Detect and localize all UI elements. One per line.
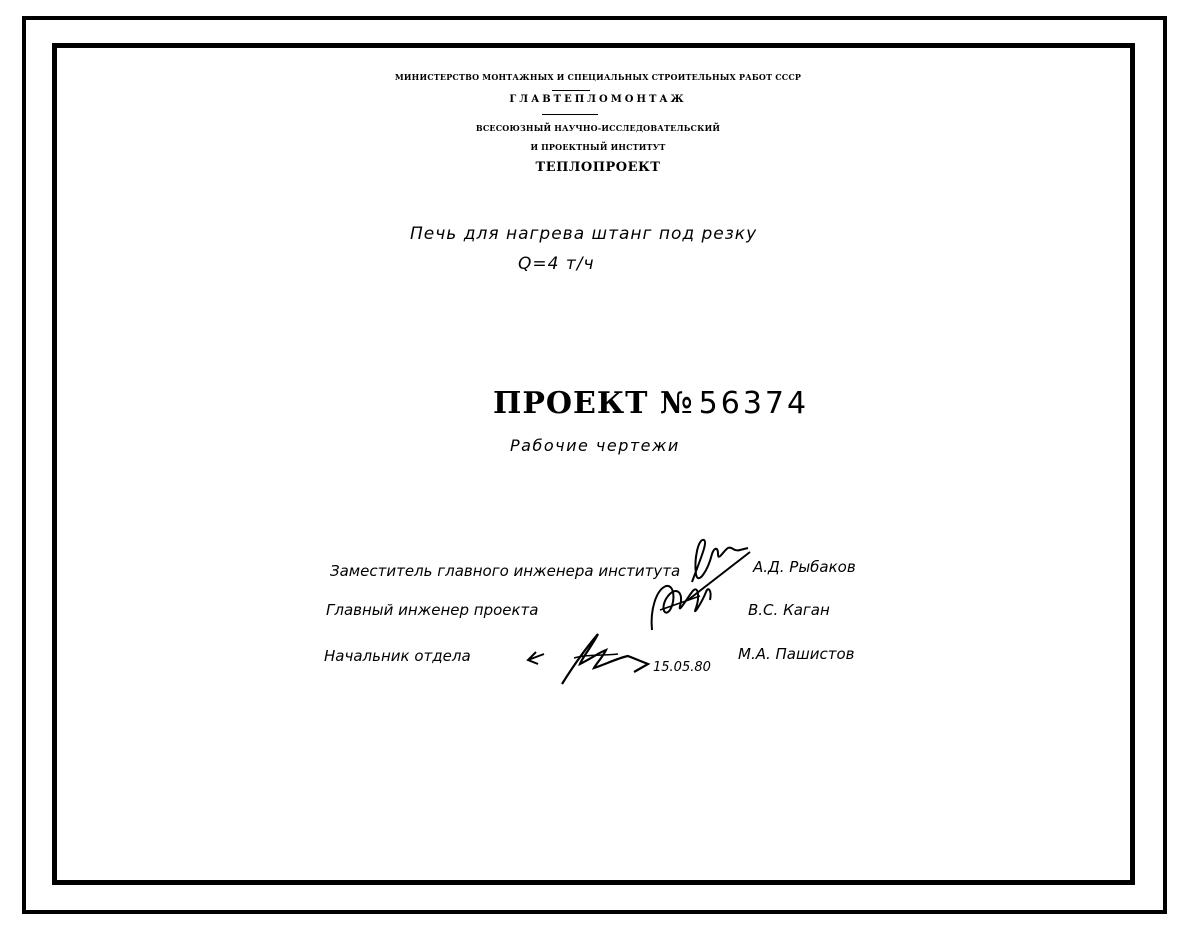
- project-number: 56374: [698, 386, 810, 421]
- sig-position-3: Начальник отдела: [324, 647, 471, 665]
- header-rule-top: [552, 90, 590, 91]
- sig-name-3: М.А. Пашистов: [738, 645, 855, 663]
- institute-line-2: И ПРОЕКТНЫЙ ИНСТИТУТ: [530, 142, 666, 152]
- main-directorate: ГЛАВТЕПЛОМОНТАЖ: [509, 94, 687, 105]
- signature-scribble-2: [522, 628, 662, 690]
- sig-name-2: В.С. Каган: [748, 601, 830, 619]
- subject-capacity: Q=4 т/ч: [518, 254, 595, 274]
- subject-title: Печь для нагрева штанг под резку: [410, 224, 758, 244]
- sig-date-3: 15.05.80: [653, 660, 711, 675]
- signature-scribble-1: [600, 530, 770, 640]
- project-label: ПРОЕКТ №: [493, 386, 694, 421]
- header-rule-bottom: [542, 114, 598, 115]
- ministry-line: МИНИСТЕРСТВО МОНТАЖНЫХ И СПЕЦИАЛЬНЫХ СТРОИТЕЛЬНЫХ РАБОТ СССР: [394, 72, 802, 82]
- sig-name-1: А.Д. Рыбаков: [753, 558, 856, 576]
- institute-name: ТЕПЛОПРОЕКТ: [535, 160, 661, 175]
- institute-line-1: ВСЕСОЮЗНЫЙ НАУЧНО-ИССЛЕДОВАТЕЛЬСКИЙ: [475, 123, 721, 133]
- doc-type: Рабочие чертежи: [510, 436, 680, 455]
- sig-position-1: Заместитель главного инженера института: [330, 562, 681, 580]
- project-heading: [493, 386, 809, 421]
- sig-position-2: Главный инженер проекта: [326, 601, 539, 619]
